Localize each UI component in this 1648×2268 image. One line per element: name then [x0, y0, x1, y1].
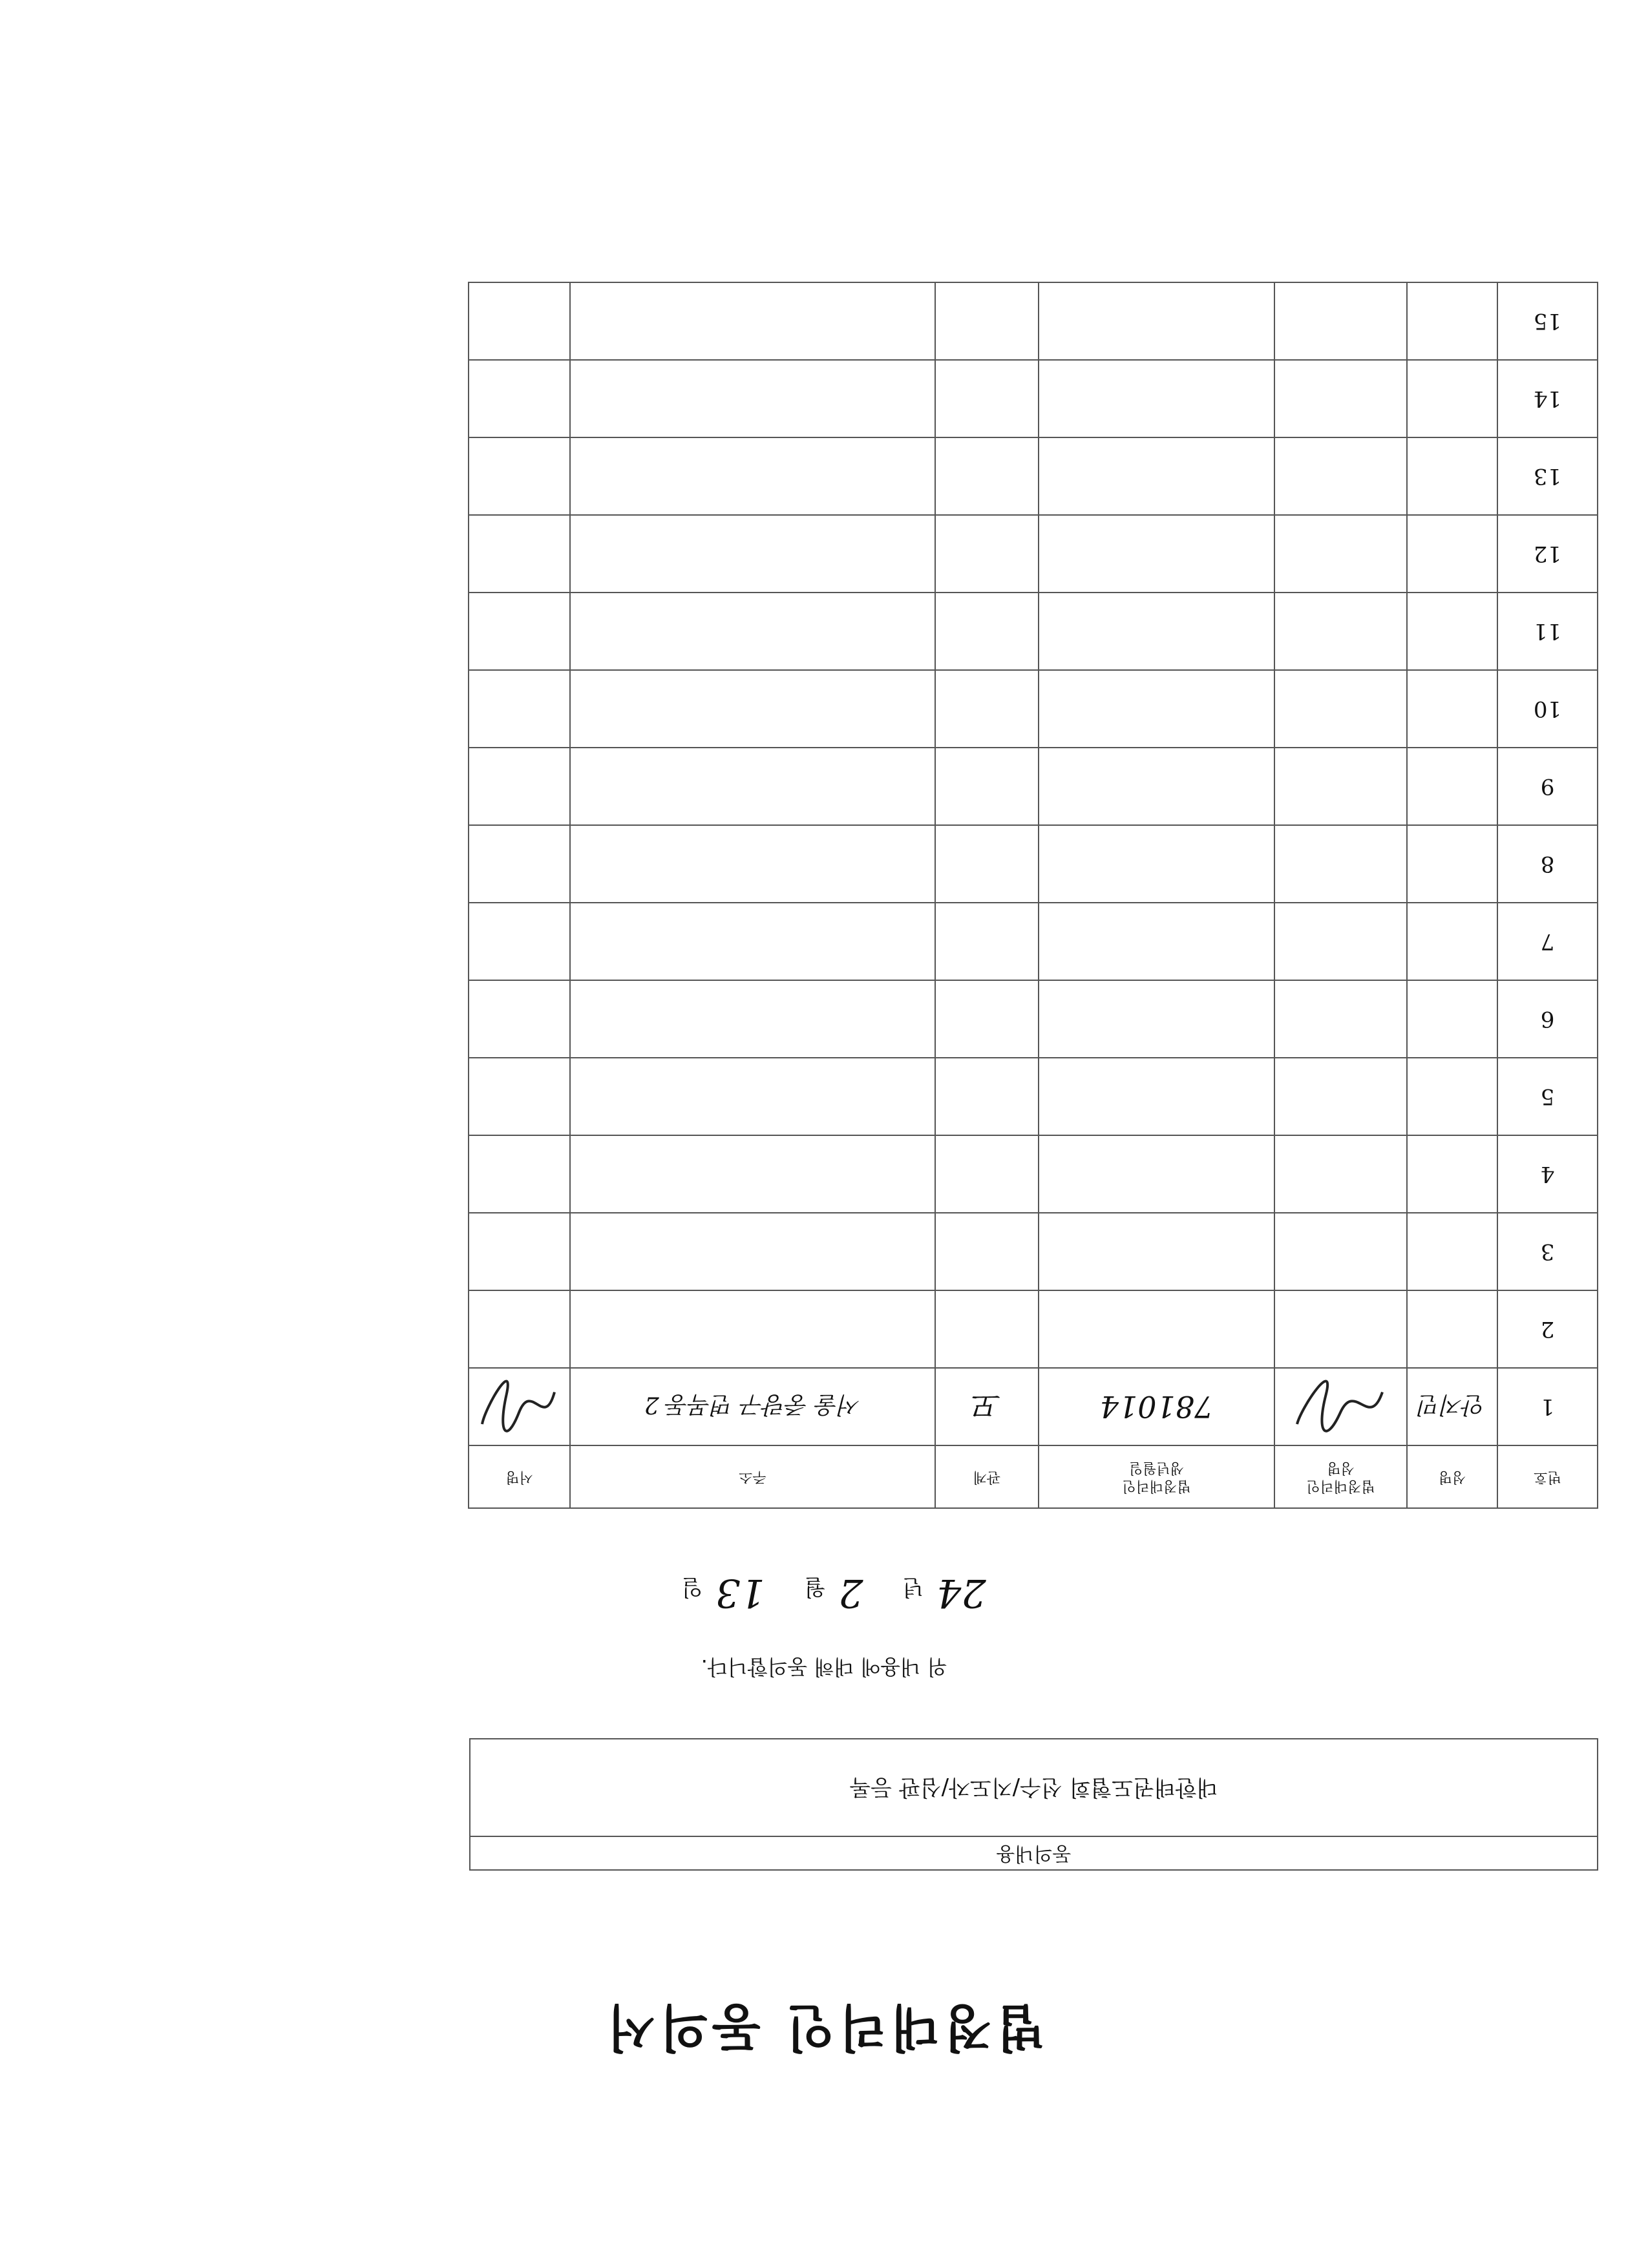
table-row: [469, 1368, 1598, 1445]
cell-signature: [469, 825, 570, 903]
cell-relation: [935, 593, 1039, 670]
cell-address: 서울 중랑구 면목동 2: [570, 1368, 935, 1445]
cell-name: [1407, 282, 1497, 360]
cell-address: [570, 980, 935, 1058]
cell-address: [570, 670, 935, 748]
cell-no: 9: [1497, 748, 1598, 825]
table-row: [469, 1290, 1598, 1368]
cell-guardian: [1274, 1135, 1407, 1213]
cell-name: 안지민: [1407, 1368, 1497, 1445]
cell-guardian-birth: [1039, 282, 1274, 360]
cell-guardian-birth: [1039, 748, 1274, 825]
cell-no: 13: [1497, 437, 1598, 515]
cell-name: [1407, 593, 1497, 670]
cell-guardian: [1274, 1368, 1407, 1445]
table-row: [469, 903, 1598, 980]
cell-no: 6: [1497, 980, 1598, 1058]
cell-guardian: [1274, 825, 1407, 903]
cell-guardian-birth: [1039, 1135, 1274, 1213]
cell-no: 12: [1497, 515, 1598, 593]
cell-no: 11: [1497, 593, 1598, 670]
date-year-unit: 년: [902, 1574, 924, 1600]
cell-signature: [469, 1058, 570, 1135]
cell-relation: [935, 1058, 1039, 1135]
cell-name: [1407, 825, 1497, 903]
header-signature: 서명: [469, 1445, 570, 1508]
cell-relation: [935, 282, 1039, 360]
cell-name: [1407, 1213, 1497, 1290]
cell-guardian: [1274, 593, 1407, 670]
date-day-value: 13: [715, 1570, 765, 1615]
cell-signature: [469, 437, 570, 515]
table-row: [469, 748, 1598, 825]
date-year-value: 24: [936, 1570, 986, 1615]
cell-no: 3: [1497, 1213, 1598, 1290]
header-guardian: 법정대리인 성명: [1274, 1445, 1407, 1508]
cell-address: [570, 903, 935, 980]
table-row: [469, 515, 1598, 593]
page-title: 법정대리인 동의서: [603, 1998, 1045, 2056]
consent-body: 대한태권도협회 선수/지도자/심판 등록: [849, 1774, 1218, 1800]
agree-statement: 위 내용에 대해 동의합니다.: [701, 1655, 947, 1679]
cell-guardian: [1274, 515, 1407, 593]
table-row: [469, 1058, 1598, 1135]
cell-signature: [469, 903, 570, 980]
cell-guardian: [1274, 1058, 1407, 1135]
cell-relation: [935, 748, 1039, 825]
date-month-value: 2: [838, 1570, 863, 1615]
cell-guardian-birth: [1039, 593, 1274, 670]
table-row: [469, 282, 1598, 360]
cell-name: [1407, 360, 1497, 437]
cell-relation: [935, 1135, 1039, 1213]
guardian-signature-mark: [1293, 1378, 1389, 1436]
table-row: [469, 670, 1598, 748]
cell-guardian-birth: [1039, 825, 1274, 903]
cell-signature: [469, 1368, 570, 1445]
cell-guardian-birth: 781014: [1039, 1368, 1274, 1445]
date-day-unit: 일: [681, 1574, 703, 1600]
cell-signature: [469, 515, 570, 593]
cell-signature: [469, 670, 570, 748]
cell-guardian: [1274, 1290, 1407, 1368]
cell-signature: [469, 360, 570, 437]
date-month-unit: 월: [804, 1574, 826, 1600]
cell-signature: [469, 1135, 570, 1213]
cell-signature: [469, 593, 570, 670]
cell-relation: [935, 437, 1039, 515]
header-no: 번호: [1497, 1445, 1598, 1508]
cell-guardian: [1274, 282, 1407, 360]
signature-mark: [478, 1378, 562, 1436]
cell-relation: [935, 903, 1039, 980]
cell-address: [570, 437, 935, 515]
cell-address: [570, 1135, 935, 1213]
cell-signature: [469, 1290, 570, 1368]
header-address: 주소: [570, 1445, 935, 1508]
cell-relation: [935, 360, 1039, 437]
cell-guardian-birth: [1039, 437, 1274, 515]
table-header-row: [469, 1445, 1598, 1508]
cell-name: [1407, 748, 1497, 825]
cell-guardian-birth: [1039, 980, 1274, 1058]
cell-guardian-birth: [1039, 1058, 1274, 1135]
header-guardian-birth: 법정대리인 생년월일: [1039, 1445, 1274, 1508]
guardian-table: [468, 282, 1598, 1509]
table-row: [469, 593, 1598, 670]
cell-guardian-birth: [1039, 1213, 1274, 1290]
cell-address: [570, 1290, 935, 1368]
table-row: [469, 437, 1598, 515]
cell-no: 10: [1497, 670, 1598, 748]
cell-address: [570, 360, 935, 437]
cell-no: 7: [1497, 903, 1598, 980]
cell-address: [570, 1213, 935, 1290]
cell-guardian-birth: [1039, 903, 1274, 980]
cell-name: [1407, 903, 1497, 980]
header-relation: 관계: [935, 1445, 1039, 1508]
cell-guardian: [1274, 437, 1407, 515]
cell-address: [570, 515, 935, 593]
cell-no: 14: [1497, 360, 1598, 437]
cell-signature: [469, 748, 570, 825]
cell-guardian: [1274, 980, 1407, 1058]
table-row: [469, 980, 1598, 1058]
cell-guardian-birth: [1039, 360, 1274, 437]
cell-name: [1407, 1135, 1497, 1213]
table-row: [469, 1135, 1598, 1213]
cell-name: [1407, 670, 1497, 748]
cell-no: 8: [1497, 825, 1598, 903]
cell-guardian-birth: [1039, 1290, 1274, 1368]
cell-relation: 모: [935, 1368, 1039, 1445]
consent-header: 동의내용: [470, 1836, 1597, 1869]
cell-address: [570, 593, 935, 670]
header-name: 성명: [1407, 1445, 1497, 1508]
cell-no: 4: [1497, 1135, 1598, 1213]
cell-no: 5: [1497, 1058, 1598, 1135]
cell-guardian: [1274, 903, 1407, 980]
cell-signature: [469, 980, 570, 1058]
cell-guardian-birth: [1039, 515, 1274, 593]
cell-address: [570, 748, 935, 825]
cell-relation: [935, 825, 1039, 903]
cell-guardian-birth: [1039, 670, 1274, 748]
cell-relation: [935, 1290, 1039, 1368]
cell-guardian: [1274, 670, 1407, 748]
cell-name: [1407, 1290, 1497, 1368]
cell-no: 2: [1497, 1290, 1598, 1368]
cell-guardian: [1274, 1213, 1407, 1290]
cell-address: [570, 825, 935, 903]
cell-relation: [935, 515, 1039, 593]
table-row: [469, 1213, 1598, 1290]
cell-name: [1407, 980, 1497, 1058]
cell-relation: [935, 1213, 1039, 1290]
date-line: [0, 1570, 1648, 1615]
cell-address: [570, 1058, 935, 1135]
consent-box: [469, 1738, 1598, 1871]
cell-no: 1: [1497, 1368, 1598, 1445]
table-row: [469, 360, 1598, 437]
cell-guardian: [1274, 360, 1407, 437]
cell-relation: [935, 670, 1039, 748]
cell-name: [1407, 515, 1497, 593]
table-row: [469, 825, 1598, 903]
cell-name: [1407, 1058, 1497, 1135]
cell-guardian: [1274, 748, 1407, 825]
cell-signature: [469, 282, 570, 360]
cell-no: 15: [1497, 282, 1598, 360]
cell-address: [570, 282, 935, 360]
cell-signature: [469, 1213, 570, 1290]
cell-name: [1407, 437, 1497, 515]
cell-relation: [935, 980, 1039, 1058]
